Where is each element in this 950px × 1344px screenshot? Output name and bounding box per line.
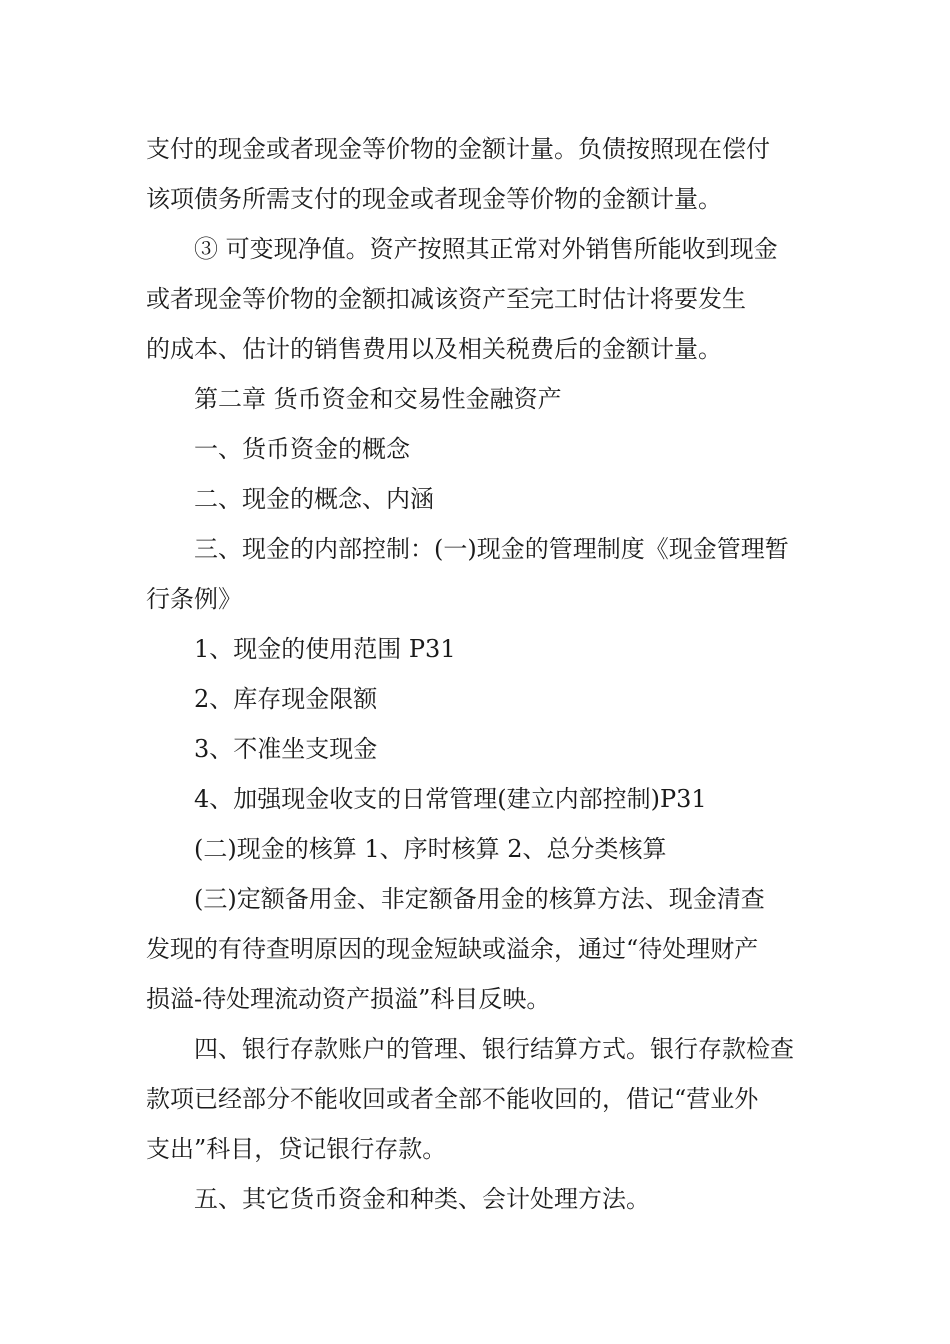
text-line: 支付的现金或者现金等价物的金额计量。负债按照现在偿付 (146, 135, 770, 163)
list-item: 2、库存现金限额 (194, 685, 378, 713)
list-item: 3、不准坐支现金 (194, 735, 378, 763)
list-item: 4、加强现金收支的日常管理(建立内部控制)P31 (194, 785, 707, 813)
text-line: 行条例》 (146, 585, 242, 613)
chapter-heading: 第二章 货币资金和交易性金融资产 (194, 385, 562, 413)
section-heading: 二、现金的概念、内涵 (194, 485, 434, 513)
paragraph-start: (三)定额备用金、非定额备用金的核算方法、现金清查 (194, 885, 765, 913)
text-line: 该项债务所需支付的现金或者现金等价物的金额计量。 (146, 185, 722, 213)
text-line: 支出”科目，贷记银行存款。 (146, 1135, 447, 1163)
document-body (146, 124, 808, 1224)
text-line: 或者现金等价物的金额扣减该资产至完工时估计将要发生 (146, 285, 746, 313)
paragraph-start: ③ 可变现净值。资产按照其正常对外销售所能收到现金 (194, 235, 778, 263)
list-item: 1、现金的使用范围 P31 (194, 635, 456, 663)
section-heading: 五、其它货币资金和种类、会计处理方法。 (194, 1185, 650, 1213)
paragraph-start: (二)现金的核算 1、序时核算 2、总分类核算 (194, 835, 667, 863)
section-heading: 四、银行存款账户的管理、银行结算方式。银行存款检查 (194, 1035, 794, 1063)
text-line: 损溢-待处理流动资产损溢”科目反映。 (146, 985, 551, 1013)
section-heading: 一、货币资金的概念 (194, 435, 410, 463)
section-heading: 三、现金的内部控制：(一)现金的管理制度《现金管理暂 (194, 535, 789, 563)
text-line: 发现的有待查明原因的现金短缺或溢余，通过“待处理财产 (146, 935, 759, 963)
text-line: 的成本、估计的销售费用以及相关税费后的金额计量。 (146, 335, 722, 363)
text-line: 款项已经部分不能收回或者全部不能收回的，借记“营业外 (146, 1085, 759, 1113)
